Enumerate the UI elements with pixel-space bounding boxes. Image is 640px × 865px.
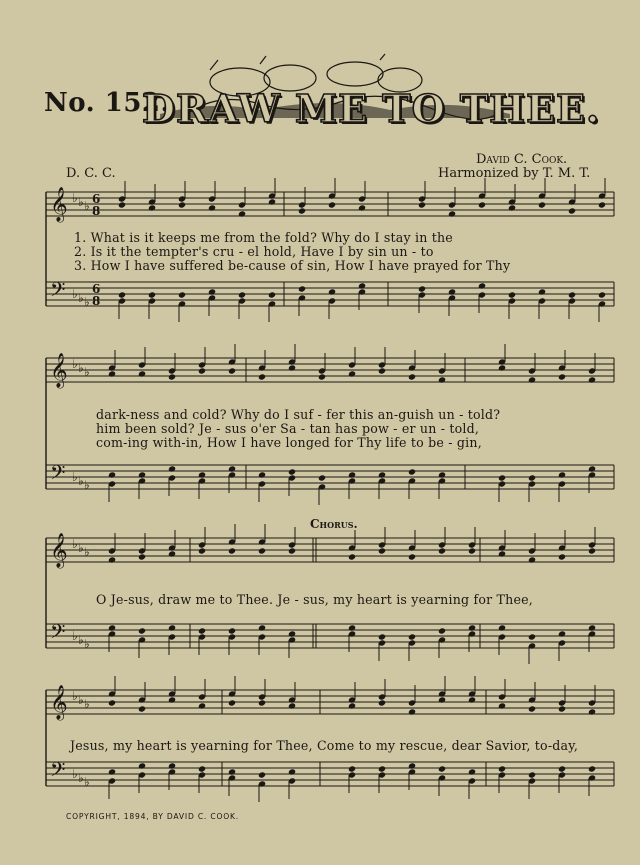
- note-head: [138, 762, 146, 769]
- flat-icon: ♭: [72, 767, 78, 781]
- bass-clef-icon: 𝄢: [50, 620, 66, 648]
- note-head: [378, 471, 386, 478]
- verse-line-3: 3. How I have suffered be-cause of sin, How I have prayed for Thy: [74, 258, 511, 273]
- flat-icon: ♭: [78, 361, 84, 375]
- treble-clef-icon: 𝄞: [50, 533, 68, 568]
- note-head: [498, 364, 506, 371]
- note-head: [288, 768, 296, 775]
- note-head: [558, 705, 566, 712]
- note-head: [258, 771, 266, 778]
- bass-clef-icon: 𝄢: [50, 278, 66, 306]
- chorus-label: Chorus.: [310, 517, 358, 531]
- note-head: [528, 556, 536, 563]
- note-head: [588, 708, 596, 715]
- note-head: [258, 547, 266, 554]
- flat-icon: ♭: [78, 693, 84, 707]
- note-head: [558, 471, 566, 478]
- note-head: [118, 291, 126, 298]
- note-head: [238, 210, 246, 217]
- flat-icon: ♭: [84, 775, 90, 789]
- note-head: [318, 373, 326, 380]
- note-head: [408, 708, 416, 715]
- note-head: [228, 699, 236, 706]
- note-head: [298, 207, 306, 214]
- note-head: [258, 624, 266, 631]
- note-head: [378, 367, 386, 374]
- note-head: [228, 465, 236, 472]
- hymn-title: DRAW ME TO THEE.: [142, 86, 601, 131]
- note-head: [148, 204, 156, 211]
- note-head: [558, 765, 566, 772]
- note-head: [198, 367, 206, 374]
- note-head: [208, 204, 216, 211]
- time-signature: 8: [92, 294, 101, 308]
- treble-clef-icon: 𝄞: [50, 187, 68, 222]
- flat-icon: ♭: [78, 291, 84, 305]
- note-head: [318, 474, 326, 481]
- note-head: [438, 376, 446, 383]
- note-head: [108, 471, 116, 478]
- note-head: [258, 471, 266, 478]
- note-head: [568, 207, 576, 214]
- flat-icon: ♭: [78, 541, 84, 555]
- note-head: [528, 474, 536, 481]
- note-head: [168, 696, 176, 703]
- note-head: [258, 699, 266, 706]
- flat-icon: ♭: [78, 195, 84, 209]
- note-head: [178, 201, 186, 208]
- note-head: [358, 282, 366, 289]
- flat-icon: ♭: [78, 474, 84, 488]
- note-head: [268, 291, 276, 298]
- note-head: [148, 291, 156, 298]
- note-head: [348, 471, 356, 478]
- note-head: [228, 367, 236, 374]
- flat-icon: ♭: [84, 295, 90, 309]
- note-head: [108, 370, 116, 377]
- flat-icon: ♭: [84, 365, 90, 379]
- note-head: [268, 198, 276, 205]
- note-head: [348, 553, 356, 560]
- note-head: [168, 373, 176, 380]
- note-head: [438, 696, 446, 703]
- note-head: [348, 702, 356, 709]
- flat-icon: ♭: [78, 771, 84, 785]
- note-head: [448, 210, 456, 217]
- note-head: [168, 465, 176, 472]
- flat-icon: ♭: [84, 199, 90, 213]
- note-head: [448, 288, 456, 295]
- note-head: [138, 370, 146, 377]
- flat-icon: ♭: [84, 478, 90, 492]
- chorus-line-1: O Je-sus, draw me to Thee. Je - sus, my heart is yearning for Thee,: [96, 592, 533, 607]
- note-head: [408, 553, 416, 560]
- note-head: [588, 376, 596, 383]
- note-head: [348, 624, 356, 631]
- treble-clef-icon: 𝄞: [50, 685, 68, 720]
- note-head: [198, 627, 206, 634]
- note-head: [538, 201, 546, 208]
- note-head: [498, 474, 506, 481]
- chorus-line-2: Jesus, my heart is yearning for Thee, Come to my rescue, dear Savior, to-day,: [70, 738, 579, 753]
- flat-icon: ♭: [84, 697, 90, 711]
- author-credit: David C. Cook.: [476, 152, 568, 167]
- time-signature: 6: [92, 282, 101, 296]
- note-head: [508, 291, 516, 298]
- note-head: [288, 702, 296, 709]
- treble-clef-icon: 𝄞: [50, 353, 68, 388]
- note-head: [108, 624, 116, 631]
- note-head: [288, 364, 296, 371]
- note-head: [108, 699, 116, 706]
- note-head: [598, 201, 606, 208]
- note-head: [498, 550, 506, 557]
- note-head: [178, 291, 186, 298]
- note-head: [408, 468, 416, 475]
- flat-icon: ♭: [72, 629, 78, 643]
- verse-line-1: 1. What is it keeps me from the fold? Why do I stay in the: [74, 230, 453, 245]
- note-head: [468, 768, 476, 775]
- note-head: [528, 633, 536, 640]
- bass-clef-icon: 𝄢: [50, 461, 66, 489]
- time-signature: 8: [92, 204, 101, 218]
- tempo-marking: D. C. C.: [66, 166, 116, 181]
- note-head: [378, 547, 386, 554]
- note-head: [378, 699, 386, 706]
- note-head: [378, 633, 386, 640]
- note-head: [438, 547, 446, 554]
- note-head: [588, 465, 596, 472]
- note-head: [238, 291, 246, 298]
- note-head: [408, 762, 416, 769]
- note-head: [288, 630, 296, 637]
- note-head: [438, 627, 446, 634]
- note-head: [538, 288, 546, 295]
- note-head: [118, 201, 126, 208]
- flat-icon: ♭: [78, 633, 84, 647]
- note-head: [138, 553, 146, 560]
- note-head: [478, 282, 486, 289]
- lyrics-line-2: him been sold? Je - sus o'er Sa - tan has pow - er un - told,: [96, 421, 480, 436]
- note-head: [138, 705, 146, 712]
- note-head: [568, 291, 576, 298]
- note-head: [588, 547, 596, 554]
- flat-icon: ♭: [84, 545, 90, 559]
- note-head: [438, 765, 446, 772]
- bass-clef-icon: 𝄢: [50, 758, 66, 786]
- note-head: [418, 201, 426, 208]
- note-head: [288, 468, 296, 475]
- harmonizer-credit: Harmonized by T. M. T.: [438, 166, 591, 181]
- note-head: [358, 204, 366, 211]
- lyrics-line-1: dark-ness and cold? Why do I suf - fer this an-guish un - told?: [96, 407, 501, 422]
- note-head: [108, 556, 116, 563]
- note-head: [228, 547, 236, 554]
- note-head: [588, 765, 596, 772]
- note-head: [498, 624, 506, 631]
- note-head: [438, 471, 446, 478]
- note-head: [408, 633, 416, 640]
- note-head: [208, 288, 216, 295]
- note-head: [228, 768, 236, 775]
- note-head: [378, 765, 386, 772]
- note-head: [528, 771, 536, 778]
- note-head: [138, 627, 146, 634]
- note-head: [468, 624, 476, 631]
- note-head: [198, 471, 206, 478]
- note-head: [558, 553, 566, 560]
- note-head: [348, 370, 356, 377]
- note-head: [498, 702, 506, 709]
- flat-icon: ♭: [72, 537, 78, 551]
- note-head: [108, 768, 116, 775]
- note-head: [468, 547, 476, 554]
- note-head: [468, 696, 476, 703]
- note-head: [498, 765, 506, 772]
- note-head: [298, 285, 306, 292]
- note-head: [558, 630, 566, 637]
- note-head: [598, 291, 606, 298]
- note-head: [558, 373, 566, 380]
- flat-icon: ♭: [72, 689, 78, 703]
- flat-icon: ♭: [72, 357, 78, 371]
- note-head: [198, 547, 206, 554]
- note-head: [588, 624, 596, 631]
- note-head: [528, 705, 536, 712]
- note-head: [168, 762, 176, 769]
- note-head: [168, 624, 176, 631]
- note-head: [168, 550, 176, 557]
- note-head: [528, 376, 536, 383]
- note-head: [288, 547, 296, 554]
- note-head: [328, 201, 336, 208]
- note-head: [348, 765, 356, 772]
- flat-icon: ♭: [72, 191, 78, 205]
- note-head: [408, 373, 416, 380]
- lyrics-line-3: com-ing with-in, How I have longed for Thy life to be - gin,: [96, 435, 482, 450]
- note-head: [198, 702, 206, 709]
- note-head: [328, 288, 336, 295]
- note-head: [228, 627, 236, 634]
- time-signature: 6: [92, 192, 101, 206]
- flat-icon: ♭: [84, 637, 90, 651]
- hymn-number: No. 152.: [44, 88, 171, 118]
- note-head: [198, 765, 206, 772]
- copyright-notice: COPYRIGHT, 1894, BY DAVID C. COOK.: [66, 812, 240, 821]
- note-head: [478, 201, 486, 208]
- flat-icon: ♭: [72, 470, 78, 484]
- verse-line-2: 2. Is it the tempter's cru - el hold, Have I by sin un - to: [74, 244, 434, 259]
- note-head: [508, 204, 516, 211]
- note-head: [138, 471, 146, 478]
- note-head: [258, 373, 266, 380]
- note-head: [418, 285, 426, 292]
- flat-icon: ♭: [72, 287, 78, 301]
